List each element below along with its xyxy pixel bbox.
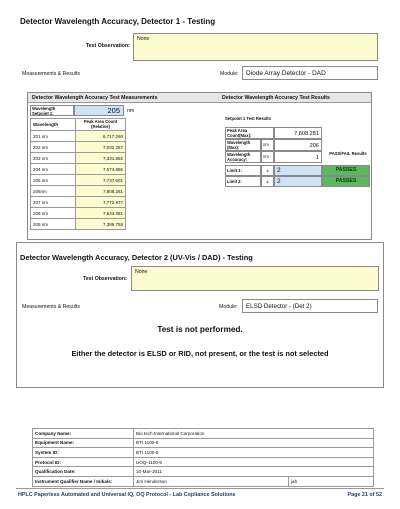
- col-wavelength-header: Wavelength: [31, 119, 76, 131]
- results-header: Detector Wavelength Accuracy Test Results: [222, 95, 330, 101]
- setpoint-label: Wavelength Setpoint 1:: [30, 105, 74, 116]
- limit2-sign: ±: [261, 176, 274, 187]
- limit2-label: Limit 2:: [225, 176, 261, 187]
- detector-reason-notice: Either the detector is ELSD or RID, not present, or the test is not selected: [71, 349, 329, 358]
- table-row: [31, 153, 126, 164]
- section1-module-field[interactable]: Diode Array Detector - DAD: [242, 66, 378, 80]
- limit1-label: Limit 1:: [225, 165, 261, 176]
- section1-observation-label: Test Observation:: [86, 43, 130, 49]
- peak-cell[interactable]: 7,032.287: [76, 142, 126, 153]
- wavelength-cell: 207 nm: [31, 197, 76, 208]
- page-number: Page 21 of 52: [347, 492, 382, 498]
- peak-cell[interactable]: 7,772.977: [76, 197, 126, 208]
- limit1-sign: ±: [261, 165, 274, 176]
- info-value: BTI 1100-6: [134, 448, 374, 458]
- info-value: Bio tech International Corporation: [134, 429, 374, 439]
- section2-observation-field[interactable]: None: [131, 266, 379, 291]
- setpoint-unit: nm: [127, 108, 135, 114]
- section2-frame: [16, 242, 384, 388]
- wavelength-cell: 209 nm: [31, 219, 76, 230]
- table-row: [31, 175, 126, 186]
- limit1-value[interactable]: 2: [274, 165, 322, 176]
- wavelength-cell: 201 nm: [31, 131, 76, 142]
- table-row: [31, 142, 126, 153]
- qualifier-initials: jah: [289, 476, 374, 486]
- info-label: Company Name:: [33, 429, 134, 439]
- peak-max-label: Peak Area Count(Max):: [225, 127, 274, 139]
- peak-cell[interactable]: 7,331.892: [76, 153, 126, 164]
- wavelength-cell: 203 nm: [31, 153, 76, 164]
- limit1-result-badge: PASSES: [322, 165, 370, 176]
- wavelength-cell: 206nm: [31, 186, 76, 197]
- footer-text: HPLC Paperless Automated and Universal IQ, OQ Protocol - Lab Copliance Solutions: [18, 492, 236, 498]
- table-row: [33, 448, 374, 458]
- table-row: [33, 476, 374, 486]
- info-label: Qualification Date:: [33, 467, 134, 477]
- peak-cell[interactable]: 7,574.855: [76, 164, 126, 175]
- measurements-table: [30, 118, 126, 230]
- info-value: Jim Henderson: [134, 476, 289, 486]
- info-label: Protocol ID:: [33, 457, 134, 467]
- accuracy-value: 1: [274, 151, 322, 163]
- wavelength-max-value: 206: [274, 139, 322, 151]
- qualification-info-table: [32, 428, 374, 487]
- peak-max-value: 7,808.281: [274, 127, 322, 139]
- wavelength-cell: 208 nm: [31, 208, 76, 219]
- wavelength-max-label: Wavelength (Max):: [225, 139, 261, 151]
- peak-cell[interactable]: 7,737.001: [76, 175, 126, 186]
- section2-measurements-label: Measurements & Results: [22, 304, 80, 310]
- section2-module-label: Module:: [219, 304, 238, 310]
- table-row: [31, 186, 126, 197]
- wavelength-cell: 204 nm: [31, 164, 76, 175]
- col-peak-header: Peak Area Count (Relative): [76, 119, 126, 131]
- setpoint-value[interactable]: 205: [74, 105, 124, 116]
- footer-divider: [16, 488, 384, 489]
- section1-observation-field[interactable]: None: [133, 33, 378, 61]
- section1-title: Detector Wavelength Accuracy, Detector 1 - Testing: [20, 17, 216, 26]
- table-row: [33, 429, 374, 439]
- section2-module-field[interactable]: ELSD Detector - (Det 2): [242, 299, 378, 313]
- section2-observation-label: Test Observation:: [83, 276, 127, 282]
- results-subheader: Setpoint 1 Test Results: [225, 116, 271, 121]
- measurements-header: Detector Wavelength Accuracy Test Measurements: [32, 95, 158, 101]
- info-label: Instrument Qualifier Name / Initials:: [33, 476, 134, 486]
- table-row: [31, 197, 126, 208]
- peak-cell[interactable]: 7,386.759: [76, 219, 126, 230]
- table-row: [31, 131, 126, 142]
- table-row: [33, 467, 374, 477]
- table-row: [33, 438, 374, 448]
- peak-cell[interactable]: 6,717.260: [76, 131, 126, 142]
- accuracy-label: Wavelength Accuracy:: [225, 151, 261, 163]
- info-value: 10-Mar-2011: [134, 467, 374, 477]
- table-row: [31, 219, 126, 230]
- limit2-result-badge: PASSES: [322, 176, 370, 187]
- wavelength-cell: 205 nm: [31, 175, 76, 186]
- info-label: Equipment Name:: [33, 438, 134, 448]
- info-value: UOQ-1100-6: [134, 457, 374, 467]
- peak-cell[interactable]: 7,633.381: [76, 208, 126, 219]
- info-value: BTI 1100-6: [134, 438, 374, 448]
- section2-title: Detector Wavelength Accuracy, Detector 2 (UV-Vis / DAD) - Testing: [20, 253, 253, 262]
- table-row: [31, 208, 126, 219]
- table-row: [33, 457, 374, 467]
- passfail-header: PASS/FAIL Results: [329, 151, 367, 156]
- wavelength-max-unit: nm: [261, 139, 274, 151]
- section1-module-label: Module:: [220, 71, 239, 77]
- info-label: System ID:: [33, 448, 134, 458]
- limit2-value[interactable]: 2: [274, 176, 322, 187]
- accuracy-unit: nm: [261, 151, 274, 163]
- peak-cell[interactable]: 7,808.281: [76, 186, 126, 197]
- table-row: [31, 164, 126, 175]
- section1-measurements-label: Measurements & Results: [22, 71, 80, 77]
- wavelength-cell: 202 nm: [31, 142, 76, 153]
- not-performed-notice: Test is not performed.: [157, 325, 243, 334]
